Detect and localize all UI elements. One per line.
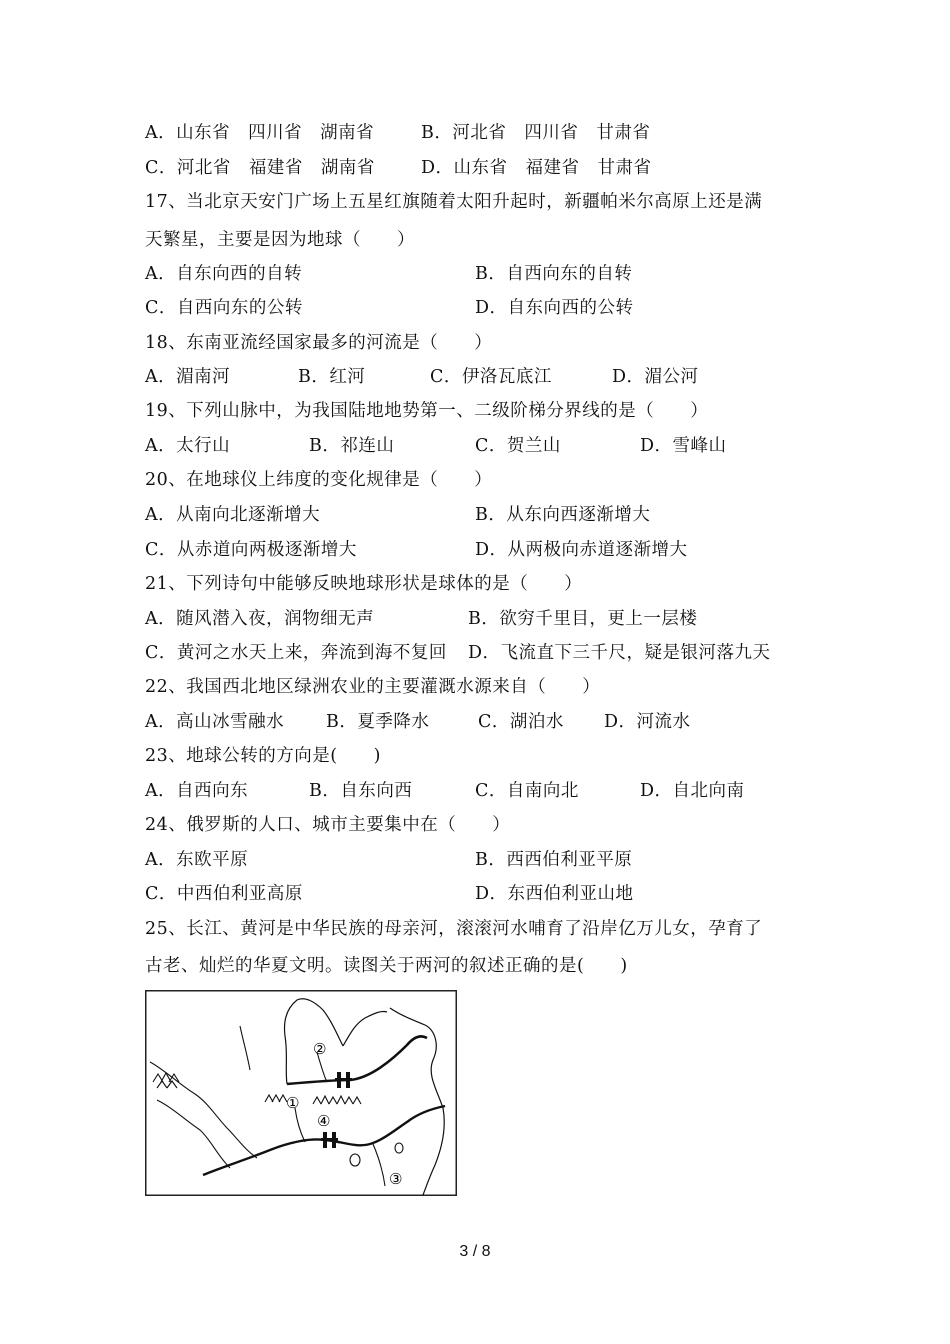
q23-option-c: C．自南向北	[475, 781, 579, 801]
q24-option-c: C．中西伯利亚高原	[145, 884, 303, 904]
map-label-4: ④	[317, 1112, 331, 1130]
map-label-3: ③	[389, 1170, 403, 1188]
q17-option-a: A．自东向西的自转	[145, 264, 303, 284]
q17-option-b: B．自西向东的自转	[475, 264, 633, 284]
q20-option-a: A．从南向北逐渐增大	[145, 505, 321, 525]
q24-stem: 24、俄罗斯的人口、城市主要集中在（ ）	[145, 815, 511, 835]
q20-option-d: D．从两极向赤道逐渐增大	[475, 540, 688, 560]
lake-symbol	[350, 1154, 360, 1166]
q21-option-b: B．欲穷千里目，更上一层楼	[468, 609, 698, 629]
q18-option-b: B．红河	[298, 367, 366, 387]
q18-option-c: C．伊洛瓦底江	[430, 367, 552, 387]
q22-option-a: A．高山冰雪融水	[145, 712, 285, 732]
q18-option-d: D．湄公河	[612, 367, 699, 387]
q18-stem: 18、东南亚流经国家最多的河流是（ ）	[145, 333, 493, 353]
q24-option-d: D．东西伯利亚山地	[475, 884, 634, 904]
q16-option-a: A．山东省 四川省 湖南省	[145, 123, 375, 143]
map-frame	[146, 991, 457, 1196]
q19-stem: 19、下列山脉中，为我国陆地地势第一、二级阶梯分界线的是（ ）	[145, 401, 709, 421]
page-number: 3 / 8	[459, 1243, 491, 1260]
q22-option-c: C．湖泊水	[478, 712, 564, 732]
lake-symbol-2	[395, 1143, 403, 1153]
q16-option-c: C．河北省 福建省 湖南省	[145, 158, 375, 178]
q24-option-a: A．东欧平原	[145, 850, 249, 870]
q24-option-b: B．西西伯利亚平原	[475, 850, 633, 870]
q20-option-b: B．从东向西逐渐增大	[475, 505, 651, 525]
q22-stem: 22、我国西北地区绿洲农业的主要灌溉水源来自（ ）	[145, 677, 601, 697]
q17-option-d: D．自东向西的公转	[475, 298, 634, 318]
q17-stem-line2: 天繁星，主要是因为地球（ ）	[145, 230, 415, 250]
q17-option-c: C．自西向东的公转	[145, 298, 303, 318]
q17-stem-line1: 17、当北京天安门广场上五星红旗随着太阳升起时，新疆帕米尔高原上还是满	[145, 192, 763, 212]
river-map-figure	[145, 990, 457, 1196]
q20-stem: 20、在地球仪上纬度的变化规律是（ ）	[145, 470, 493, 490]
q18-option-a: A．湄南河	[145, 367, 231, 387]
q19-option-d: D．雪峰山	[640, 436, 727, 456]
q19-option-b: B．祁连山	[309, 436, 395, 456]
q16-option-b: B．河北省 四川省 甘肃省	[421, 123, 651, 143]
map-label-1: ①	[286, 1094, 300, 1112]
q21-stem: 21、下列诗句中能够反映地球形状是球体的是（ ）	[145, 574, 583, 594]
q23-stem: 23、地球公转的方向是( )	[145, 746, 381, 766]
map-label-2: ②	[313, 1040, 327, 1058]
q22-option-d: D．河流水	[604, 712, 691, 732]
q19-option-a: A．太行山	[145, 436, 231, 456]
q25-stem-line2: 古老、灿烂的华夏文明。读图关于两河的叙述正确的是( )	[145, 956, 628, 976]
q25-stem-line1: 25、长江、黄河是中华民族的母亲河，滚滚河水哺育了沿岸亿万儿女，孕育了	[145, 919, 763, 939]
q23-option-d: D．自北向南	[640, 781, 745, 801]
q21-option-d: D．飞流直下三千尺，疑是银河落九天	[468, 643, 771, 663]
q23-option-b: B．自东向西	[309, 781, 413, 801]
q21-option-c: C．黄河之水天上来，奔流到海不复回	[145, 643, 447, 663]
q22-option-b: B．夏季降水	[326, 712, 430, 732]
q21-option-a: A．随风潜入夜，润物细无声	[145, 609, 375, 629]
q16-option-d: D．山东省 福建省 甘肃省	[421, 158, 652, 178]
q20-option-c: C．从赤道向两极逐渐增大	[145, 540, 357, 560]
q19-option-c: C．贺兰山	[475, 436, 561, 456]
q23-option-a: A．自西向东	[145, 781, 249, 801]
